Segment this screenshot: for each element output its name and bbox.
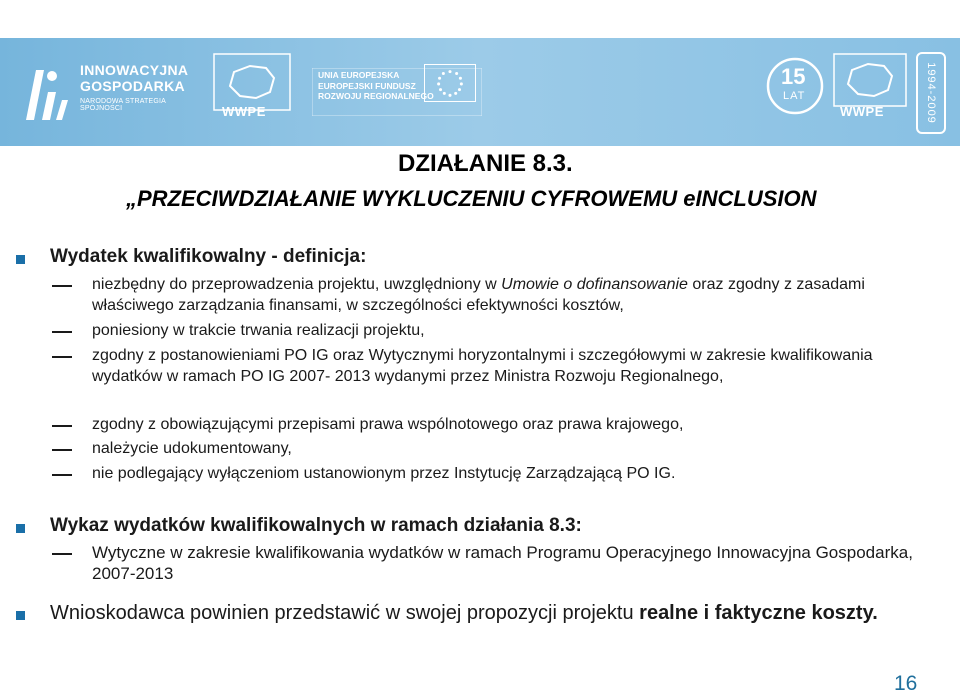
- anniversary-badge: [765, 56, 825, 121]
- applicant-note-emphasis: realne i faktyczne koszty.: [639, 602, 878, 624]
- years-text: 1994-2009: [925, 62, 937, 124]
- wwpe-label-left: WWPE: [222, 104, 266, 119]
- eu-logo-text: UNIA EUROPEJSKA EUROPEJSKI FUNDUSZ ROZWOJU REGIONALNEGO: [318, 70, 434, 101]
- poland-map-icon-right: [832, 52, 908, 108]
- header-banner: [0, 38, 960, 146]
- badge-label: LAT: [783, 90, 806, 102]
- item-1-text-a: niezbędny do przeprowadzenia projektu, uwzględniony w: [92, 276, 502, 293]
- bullet-square-icon: [16, 255, 25, 264]
- applicant-note: [50, 602, 878, 625]
- bullet-square-icon: [16, 611, 25, 620]
- dash-icon: [52, 331, 72, 333]
- dash-icon: [52, 356, 72, 358]
- ig-logo-title: INNOWACYJNA GOSPODARKA: [80, 62, 189, 94]
- badge-number: 15: [781, 64, 806, 89]
- ig-logo-subtitle: NARODOWA STRATEGIA SPÓJNOŚCI: [80, 98, 166, 112]
- poland-map-icon: [212, 52, 292, 112]
- definition-item-1: [92, 274, 942, 316]
- page-subtitle: „PRZECIWDZIAŁANIE WYKLUCZENIU CYFROWEMU eINCLUSION: [126, 186, 817, 211]
- eligible-list-item: Wytyczne w zakresie kwalifikowania wydatków w ramach Programu Operacyjnego Innowacyjna Gospodarka, 2007-2013: [92, 543, 913, 583]
- page-title: DZIAŁANIE 8.3.: [398, 150, 573, 177]
- dash-icon: [52, 474, 72, 476]
- dash-icon: [52, 425, 72, 427]
- wwpe-label-right: WWPE: [840, 104, 884, 119]
- page-number: 16: [894, 672, 918, 695]
- section-heading-eligible-list: Wykaz wydatków kwalifikowalnych w ramach działania 8.3:: [50, 515, 582, 536]
- dash-icon: [52, 285, 72, 287]
- eu-flag-icon: [424, 64, 476, 102]
- item-1-text-b: oraz zgodny z zasadami właściwego zarządzania finansami, w szczególności efektywności kosztów,: [92, 276, 865, 314]
- ig-logo-mark-icon: [22, 62, 70, 124]
- bullet-square-icon: [16, 524, 25, 533]
- years-badge: [916, 52, 946, 134]
- page-subtitle-text: PRZECIWDZIAŁANIE WYKLUCZENIU CYFROWEMU eINCLUSION: [137, 186, 817, 211]
- definition-item-3: zgodny z postanowieniami PO IG oraz Wytycznymi horyzontalnymi i szczegółowymi w zakresie kwalifikowania wydatków w ramach PO IG 2007- 2013 wydanymi przez Ministra Rozwoju Regionalnego,: [92, 347, 873, 385]
- dash-icon: [52, 553, 72, 555]
- definition-item-6: nie podlegający wyłączeniom ustanowionym przez Instytucję Zarządzającą PO IG.: [92, 465, 676, 482]
- applicant-note-text: Wnioskodawca powinien przedstawić w swojej propozycji projektu: [50, 602, 640, 624]
- definition-item-5: należycie udokumentowany,: [92, 440, 292, 457]
- section-heading-definition: Wydatek kwalifikowalny - definicja:: [50, 246, 367, 267]
- definition-item-2: poniesiony w trakcie trwania realizacji projektu,: [92, 322, 425, 339]
- dash-icon: [52, 449, 72, 451]
- definition-item-4: zgodny z obowiązującymi przepisami prawa wspólnotowego oraz prawa krajowego,: [92, 416, 684, 433]
- innowacyjna-gospodarka-logo: [22, 56, 202, 136]
- item-1-text-emphasis: Umowie o dofinansowanie: [501, 276, 688, 293]
